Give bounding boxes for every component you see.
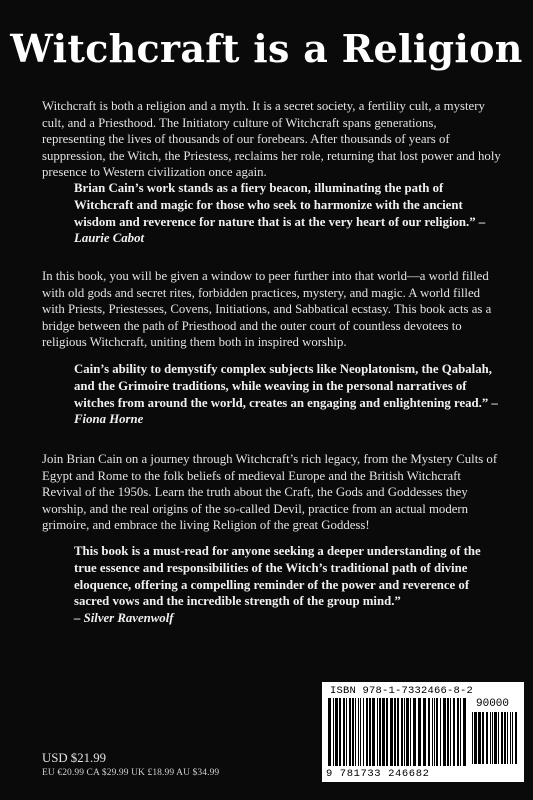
barcode-bar: [507, 712, 508, 764]
price-usd: USD $21.99: [42, 751, 106, 765]
price-other-currencies: EU €20.99 CA $29.99 UK £18.99 AU $34.99: [42, 768, 220, 778]
barcode-bar: [460, 698, 461, 766]
price-code-label: 90000: [476, 698, 510, 710]
barcode-bar: [504, 712, 506, 764]
barcode-bar: [377, 698, 378, 766]
barcode-bar: [328, 698, 331, 766]
barcode-bar: [335, 698, 338, 766]
barcode-bar: [501, 712, 503, 764]
barcode-bar: [404, 698, 405, 766]
barcode-bar: [457, 698, 459, 766]
barcode-bar: [482, 712, 484, 764]
barcode-bar: [343, 698, 345, 766]
endorsement-quote-3: [74, 543, 502, 627]
barcode-bar: [406, 698, 409, 766]
description-paragraph-3: Join Brian Cain on a journey through Witchcraft’s rich legacy, from the Mystery Cults of Egypt and Rome to the folk beliefs of medieval Europe and the British Witchcraft Revival of the 1950s. Learn the truth about the Craft, the Gods and Goddesses they worship, and the real origins of the so-called Devil, practice from an actual modern grimoire, and embrace the living Religion of the great Goddess!: [42, 452, 498, 533]
barcode-bar: [474, 712, 477, 764]
barcode-bar: [346, 698, 347, 766]
barcode-bar: [390, 698, 393, 766]
barcode-bar: [494, 712, 497, 764]
barcode-bar: [386, 698, 388, 766]
barcode-bar: [360, 698, 361, 766]
barcode-bar: [440, 698, 441, 766]
barcode-bar: [413, 698, 416, 766]
barcode-bar: [333, 698, 334, 766]
barcode-bar: [382, 698, 385, 766]
barcode-bar: [394, 698, 396, 766]
barcode-bar: [486, 712, 488, 764]
barcode-bar: [418, 698, 421, 766]
barcode-bar: [490, 712, 491, 764]
barcode-bar: [410, 698, 411, 766]
addon-barcode-bars: [472, 712, 520, 764]
isbn-barcode: [322, 682, 524, 782]
barcode-bar: [349, 698, 351, 766]
cover-title: Witchcraft is a Religion: [10, 26, 523, 71]
barcode-bar: [463, 698, 466, 766]
barcode-bar: [372, 698, 375, 766]
description-paragraph-2: In this book, you will be given a window to peer further into that world—a world filled with old gods and secret rites, forbidden practices, mystery, and magic. A world filled with Priests, Priestesses, Covens, Initiations, and Sabbatical ecstasy. This book acts as a bridge between the path of Priesthood and the outer court of countless devotees to religious Witchcraft, uniting them both in inspired worship.: [42, 269, 492, 350]
endorsement-quote-2: [74, 361, 502, 428]
barcode-bar: [453, 698, 455, 766]
barcode-bar: [366, 698, 368, 766]
barcode-bar: [443, 698, 446, 766]
barcode-bar: [434, 698, 435, 766]
barcode-bar: [492, 712, 493, 764]
barcode-bar: [339, 698, 341, 766]
quote-attribution: – Fiona Horne: [74, 395, 498, 427]
barcode-bar: [401, 698, 403, 766]
barcode-bar: [478, 712, 481, 764]
quote-attribution: – Laurie Cabot: [74, 214, 486, 246]
barcode-bar: [472, 712, 473, 764]
quote-attribution: – Silver Ravenwolf: [74, 611, 174, 626]
barcode-bar: [397, 698, 399, 766]
quote-text: Brian Cain’s work stands as a fiery beacon, illuminating the path of Witchcraft and magic for those who seek to harmonize with the ancient wisdom and reverence for nature that is at the very heart of our religion.”: [74, 181, 476, 229]
endorsement-quote-1: [74, 180, 502, 247]
barcode-bar: [379, 698, 381, 766]
barcode-bar: [512, 712, 513, 764]
barcode-bar: [515, 712, 517, 764]
barcode-bar: [358, 698, 359, 766]
barcode-bars: [328, 698, 468, 766]
barcode-bar: [498, 712, 499, 764]
barcode-bar: [363, 698, 364, 766]
barcode-bar: [428, 698, 430, 766]
description-paragraph-1: Witchcraft is both a religion and a myth. It is a secret society, a fertility cult, a mystery cult, and a Priesthood. The Initiatory culture of Witchcraft spans generations, representing the lives of thousands of our forebears. After thousands of years of suppression, the Witch, the Priestess, reclaims her role, returning that lost power and holy presence to Western civilization once again.: [42, 99, 501, 180]
barcode-bar: [355, 698, 356, 766]
barcode-bar: [510, 712, 511, 764]
quote-text: This book is a must-read for anyone seeking a deeper understanding of the true essence and responsibilities of the Witch’s traditional path of divine eloquence, offering a compelling reminder of the power and reverence of sacred vows and the incredible strength of the group mind.”: [74, 544, 481, 609]
barcode-bar: [352, 698, 354, 766]
barcode-bar: [447, 698, 449, 766]
barcode-bar: [432, 698, 433, 766]
barcode-bar: [423, 698, 426, 766]
barcode-bar: [369, 698, 371, 766]
quote-text: Cain’s ability to demystify complex subjects like Neoplatonism, the Qabalah, and the Grimoire traditions, while weaving in the personal narratives of witches from around the world, creates an engaging and enlightening read.”: [74, 362, 492, 410]
barcode-digits: 9 781733 246682: [326, 768, 430, 780]
barcode-bar: [436, 698, 438, 766]
isbn-label: ISBN 978-1-7332466-8-2: [330, 685, 474, 697]
barcode-bar: [450, 698, 451, 766]
